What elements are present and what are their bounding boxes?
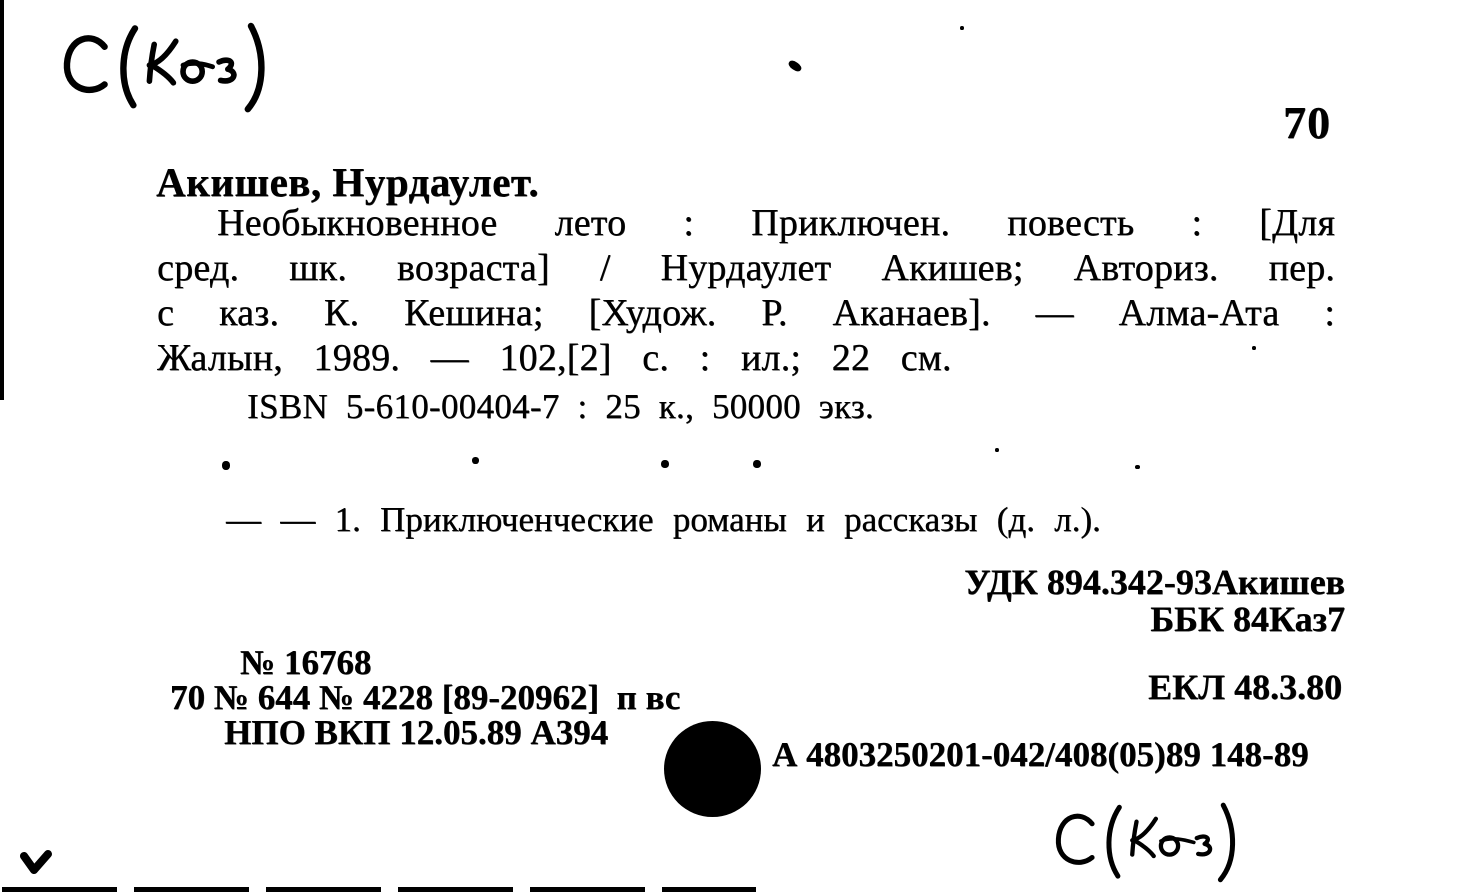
order-number: № 16768 [240,643,372,682]
batch-numbers: 70 № 644 № 4228 [89-20962] п вс [170,678,681,717]
author-heading: Акишев, Нурдаулет. [156,159,540,205]
page-number: 70 [1283,97,1331,148]
ink-speck [787,59,803,74]
ink-speck [995,448,999,452]
bibliographic-description [157,201,1335,381]
ink-speck [960,26,964,30]
handwritten-shelf-mark-top [38,18,296,114]
subject-tracing-line: — — 1. Приключенческие романы и рассказы (д. л.). [226,500,1101,539]
check-mark [20,848,52,878]
description-line: сред. шк. возраста] / Нурдаулет Акишев; Авториз. пер. [157,247,1335,289]
scan-edge-line [2,887,756,892]
ekl-classification: ЕКЛ 48.3.80 [1148,667,1342,707]
description-line: Необыкновенное лето : Приключен. повесть : [Для [217,202,1335,244]
isbn-line: ISBN 5-610-00404-7 : 25 к., 50000 экз. [247,387,874,426]
handwritten-shelf-mark-bottom [1012,798,1284,884]
catalog-index-number: А 4803250201-042/408(05)89 148-89 [772,735,1309,774]
ink-speck [753,460,761,468]
ink-speck [222,461,230,470]
ink-speck [1252,346,1256,350]
ink-speck [661,460,669,468]
punch-hole-mark [664,721,761,817]
udk-classification: УДК 894.342-93Акишев [964,562,1345,602]
ink-speck [1135,465,1140,469]
processing-stamp: НПО ВКП 12.05.89 А394 [224,713,609,752]
description-line: Жалын, 1989. — 102,[2] с. : ил.; 22 см. [157,337,952,379]
description-line: с каз. К. Кешина; [Худож. Р. Аканаев]. — Алма-Ата : [157,292,1335,334]
ink-speck [472,457,479,464]
bbk-classification: ББК 84Каз7 [1150,599,1345,639]
scan-edge-line [0,0,4,388]
